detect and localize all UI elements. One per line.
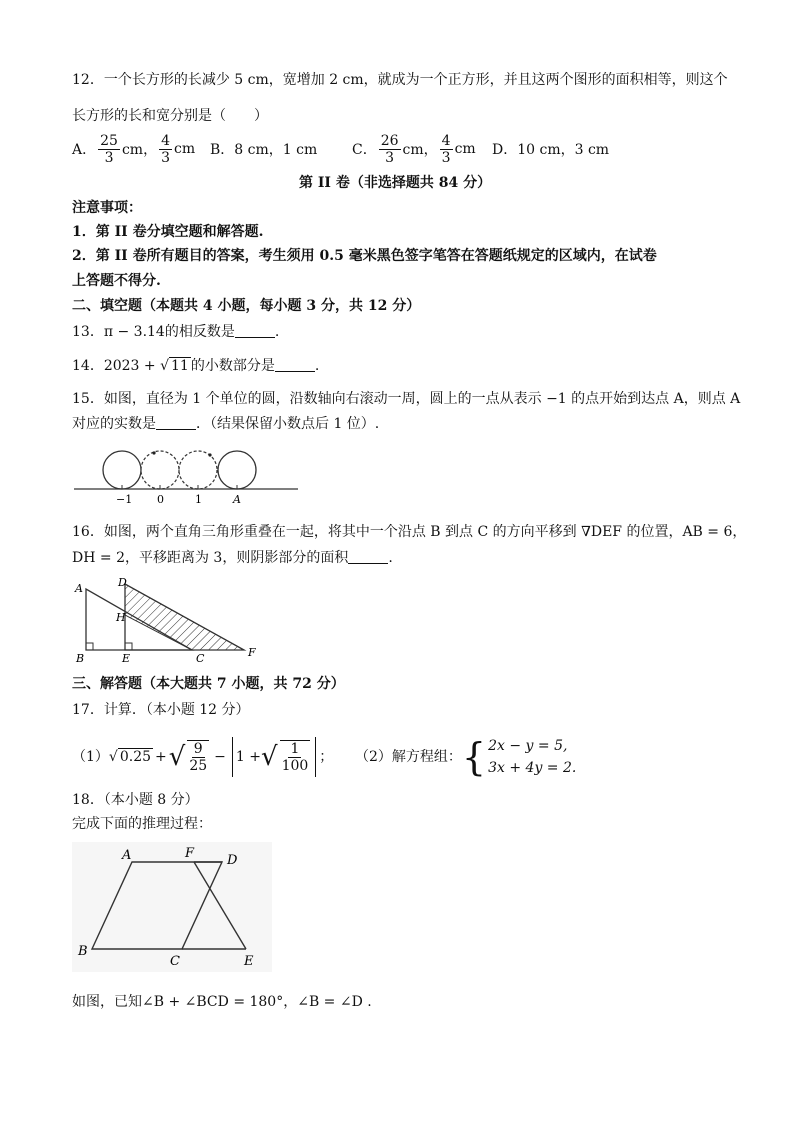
part2-title: 第 II 卷（非选择题共 84 分） [299, 175, 492, 191]
q12-line1: 12．一个长方形的长减少 5 cm，宽增加 2 cm，就成为一个正方形，并且这两个图形的面积相等，则这个 [72, 72, 728, 88]
fraction [159, 133, 172, 166]
equation-1: 2x − y = 5, [488, 738, 568, 754]
q14-suffix: 的小数部分是 [190, 358, 275, 374]
label-a: A [122, 848, 132, 863]
option-a-label: A． [72, 142, 97, 158]
fraction [440, 133, 453, 166]
q15-figure [72, 440, 302, 508]
q16-line2 [72, 548, 393, 568]
q13-suffix: 的相反数是 [164, 324, 235, 340]
unit: cm [454, 141, 476, 157]
tick-label-a: A [233, 493, 241, 506]
q15-line2a: 对应的实数是 [72, 416, 156, 432]
q15-line2b: ．（结果保留小数点后 1 位）. [196, 416, 380, 432]
q14 [72, 356, 319, 376]
q16-line2b: . [388, 550, 393, 566]
q12-option-d: D．10 cm，3 cm [492, 142, 610, 158]
sqrt-symbol: √ [260, 742, 278, 772]
q16-figure [72, 574, 272, 668]
rolling-point [208, 453, 211, 456]
plus-sign: + [155, 749, 167, 765]
q17-part1-label: （1） [72, 749, 109, 765]
sqrt-symbol: √ 11 [160, 358, 189, 374]
answer-blank [235, 323, 275, 338]
abs-bar-right [315, 737, 316, 777]
q13 [72, 322, 279, 342]
rolling-point [152, 451, 155, 454]
q17-part1-end: ； [319, 749, 334, 765]
label-f: F [185, 846, 195, 861]
answer-blank [156, 415, 196, 430]
denominator: 3 [161, 149, 170, 166]
label-c: C [196, 652, 205, 665]
denominator: 25 [189, 758, 208, 774]
circle-solid-left [103, 451, 141, 489]
abs-bar-left [232, 737, 233, 777]
fraction [98, 133, 120, 166]
q17-title: 17．计算．（本小题 12 分） [72, 702, 250, 718]
q12-line2: 长方形的长和宽分别是（ ） [72, 108, 268, 124]
q15-line2 [72, 414, 379, 434]
radicand: 11 [171, 358, 189, 374]
numerator: 4 [441, 132, 451, 149]
q13-prefix: 13． [72, 324, 104, 340]
numerator: 9 [193, 741, 203, 757]
fraction [187, 740, 209, 774]
denominator: 3 [441, 149, 451, 166]
label-a: A [75, 582, 83, 595]
tick-label-minus-one: −1 [116, 493, 133, 506]
numerator: 4 [161, 132, 170, 149]
numerator: 1 [290, 741, 300, 757]
denominator: 100 [281, 758, 309, 774]
q18-intro: 完成下面的推理过程： [72, 816, 212, 832]
numerator: 25 [100, 132, 118, 149]
section2-title: 二、填空题（本题共 4 小题，每小题 3 分，共 12 分） [72, 298, 421, 314]
q13-end: . [274, 324, 280, 340]
abs-inner: 1 + [235, 749, 261, 765]
q12-option-a [72, 129, 195, 169]
q16-line2a: DH = 2，平移距离为 3，则阴影部分的面积 [72, 550, 349, 566]
notes-item-2a: 2．第 II 卷所有题目的答案，考生须用 0.5 毫米黑色签字笔答在答题纸规定的区域内，在试卷 [72, 248, 657, 264]
label-c: C [170, 954, 180, 969]
q16-line1: 16．如图，两个直角三角形重叠在一起，将其中一个沿点 B 到点 C 的方向平移到 ∇DEF 的位置，AB = 6， [72, 524, 747, 540]
sqrt-symbol: √ 0.25 [108, 749, 152, 765]
notes-item-2b: 上答题不得分. [72, 273, 161, 289]
sqrt-symbol: √ [168, 742, 186, 772]
label-h: H [116, 611, 126, 624]
circle-dashed-2 [179, 451, 217, 489]
q12-option-b: B．8 cm，1 cm [210, 142, 318, 158]
q17-part2 [355, 732, 576, 782]
unit: cm， [121, 142, 158, 158]
denominator: 3 [104, 149, 114, 166]
minus-sign: − [214, 749, 226, 765]
denominator: 3 [385, 149, 395, 166]
right-angle-mark-b [86, 643, 93, 650]
circle-solid-right [218, 451, 256, 489]
right-angle-mark-e [125, 643, 132, 650]
brace-icon: { [461, 735, 487, 779]
label-d: D [227, 853, 238, 868]
q18-given: 如图，已知∠B + ∠BCD = 180°，∠B = ∠D . [72, 994, 372, 1010]
q18-figure [72, 842, 272, 972]
option-c-label: C． [352, 142, 377, 158]
q14-prefix: 14．2023 + [72, 358, 161, 374]
fraction [379, 133, 401, 166]
answer-blank [348, 549, 388, 564]
label-d: D [118, 576, 127, 589]
fraction [280, 740, 311, 774]
numerator: 26 [380, 132, 399, 149]
q14-end: . [314, 358, 320, 374]
equation-system [488, 735, 576, 779]
unit: cm [174, 141, 196, 157]
q13-expr: π − 3.14 [103, 324, 165, 340]
notes-item-1: 1．第 II 卷分填空题和解答题. [72, 224, 264, 240]
label-b: B [78, 944, 88, 959]
q17-part2-label: （2）解方程组： [355, 749, 462, 765]
unit: cm， [402, 142, 438, 158]
notes-heading: 注意事项： [72, 200, 142, 216]
section3-title: 三、解答题（本大题共 7 小题，共 72 分） [72, 676, 345, 692]
radicand: 0.25 [119, 749, 152, 765]
equation-2: 3x + 4y = 2. [488, 760, 577, 776]
label-e: E [244, 954, 254, 969]
q17-part1 [72, 732, 333, 782]
q12-option-c [352, 129, 476, 169]
q15-line1: 15．如图，直径为 1 个单位的圆，沿数轴向右滚动一周，圆上的一点从表示 −1 的点开始到达点 A，则点 A [72, 391, 741, 407]
label-f: F [248, 646, 256, 659]
answer-blank [275, 357, 315, 372]
label-e: E [122, 652, 131, 665]
tick-label-zero: 0 [157, 493, 164, 506]
q18-title: 18．（本小题 8 分） [72, 792, 199, 808]
tick-label-one: 1 [195, 493, 202, 506]
label-b: B [76, 652, 85, 665]
circle-dashed-1 [141, 451, 179, 489]
